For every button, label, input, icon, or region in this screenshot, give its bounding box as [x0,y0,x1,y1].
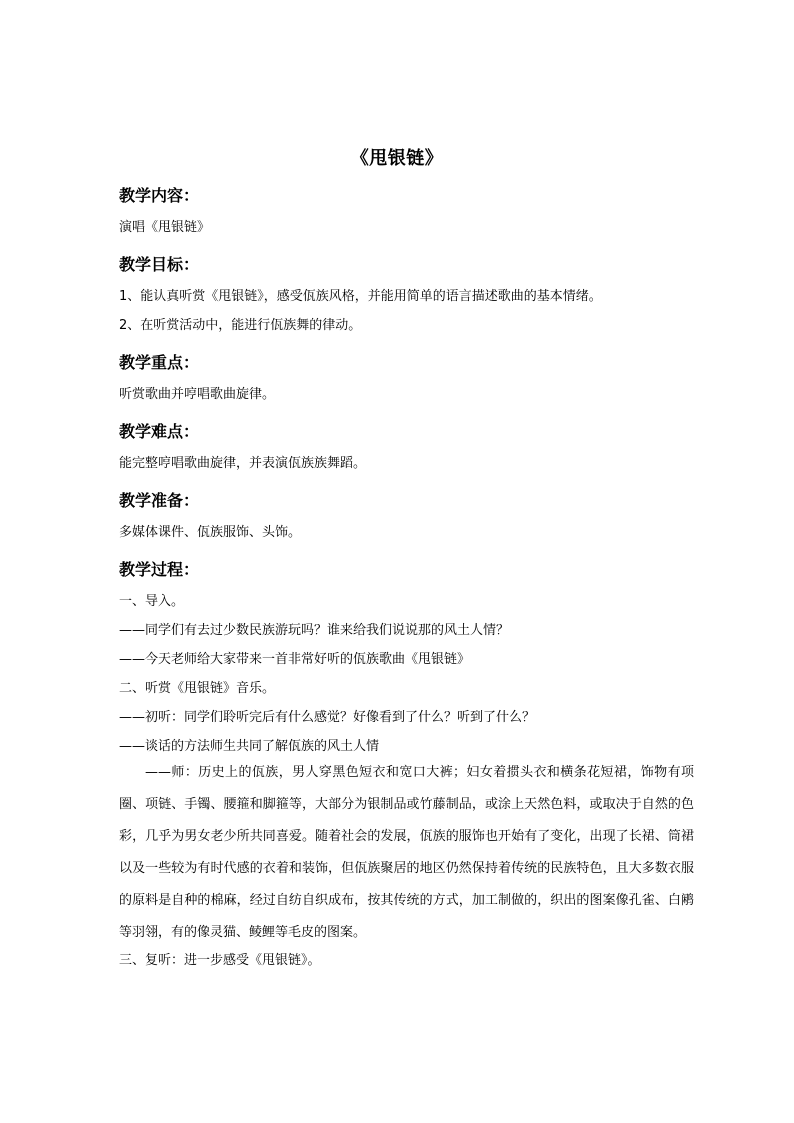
key-text: 听赏歌曲并哼唱歌曲旋律。 [119,387,276,402]
heading-goals: 教学目标： [119,255,200,274]
prep-text: 多媒体课件、佤族服饰、头饰。 [119,525,302,540]
heading-content: 教学内容： [119,186,200,205]
step-2a: ——初听：同学们聆听完后有什么感觉？好像看到了什么？听到了什么？ [119,710,536,725]
heading-prep: 教学准备： [119,491,200,510]
step-1a: ——同学们有去过少数民族游玩吗？谁来给我们说说那的风土人情？ [119,623,510,638]
step-1: 一、导入。 [119,594,185,609]
heading-difficulty: 教学难点： [119,422,200,441]
heading-process: 教学过程： [119,560,200,579]
goal-2: 2、在听赏活动中，能进行佤族舞的律动。 [119,318,362,333]
goal-1: 1、能认真听赏《甩银链》，感受佤族风格，并能用简单的语言描述歌曲的基本情绪。 [119,289,602,304]
difficulty-text: 能完整哼唱歌曲旋律，并表演佤族族舞蹈。 [119,456,367,471]
content-text: 演唱《甩银链》 [119,220,211,235]
document-title: 《甩银链》 [350,148,444,169]
heading-key: 教学重点： [119,353,200,372]
teacher-paragraph: ——师：历史上的佤族，男人穿黑色短衣和宽口大裤；妇女着掼头衣和横条花短裙，饰物有项圈、项链、手镯、腰箍和脚箍等，大部分为银制品或竹藤制品，或涂上天然色料，或取决于自然的色彩，几乎为男女老少所共同喜爱。随着社会的发展，佤族的服饰也开始有了变化，出现了长裙、筒裙以及一些较为有时代感的衣着和装饰，但佤族聚居的地区仍然保持着传统的民族特色，且大多数衣服的原料是自种的棉麻，经过自纺自织成布，按其传统的方式，加工制做的，织出的图案像孔雀、白鹇等羽翎，有的像灵猫、鲮鲤等毛皮的图案。 [119,765,694,940]
step-1b: ——今天老师给大家带来一首非常好听的佤族歌曲《甩银链》 [119,652,471,667]
step-2: 二、听赏《甩银链》音乐。 [119,681,276,696]
step-3: 三、复听：进一步感受《甩银链》。 [119,953,321,968]
step-2b: ——谈话的方法师生共同了解佤族的风土人情 [119,739,380,754]
document-body [119,184,694,971]
